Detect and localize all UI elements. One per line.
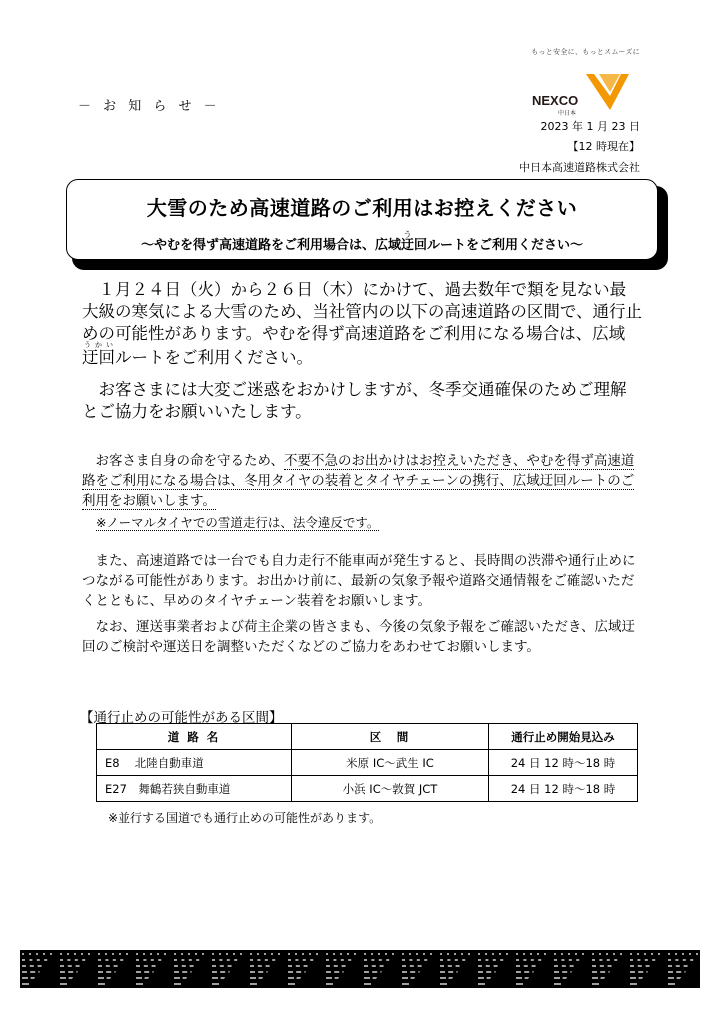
closures-table <box>96 723 638 802</box>
paragraph-congestion: また、高速道路では一台でも自力走行不能車両が発生すると、長時間の渋滞や通行止めにつながる可能性があります。お出かけ前に、最新の気象予報や道路交通情報をご確認いただくとともに、早めのタイヤチェーン装着をお願いします。 <box>82 553 636 609</box>
footer-pattern <box>20 950 700 988</box>
paragraph-main <box>82 279 642 369</box>
parallel-road-note: ※並行する国道でも通行止めの可能性があります。 <box>108 811 382 825</box>
paragraph-main-b: ルートをご利用ください。 <box>115 348 313 367</box>
as-of-time: 【12 時現在】 <box>567 140 640 153</box>
subtitle-before: ～やむを得ず高速道路をご利用場合は、広域 <box>140 238 401 253</box>
paragraph-carriers: なお、運送事業者および荷主企業の皆さまも、今後の気象予報をご確認いただき、広域迂回のご検討や運送日を調整いただくなどのご協力をあわせてお願いします。 <box>82 619 635 655</box>
subtitle-ruby <box>400 230 414 253</box>
company-name: 中日本高速道路株式会社 <box>519 161 640 174</box>
cell-start: 24 日 12 時～18 時 <box>489 750 638 776</box>
cell-section: 小浜 IC～敦賀 JCT <box>292 776 489 802</box>
subtitle-after: 回ルートをご利用ください～ <box>414 238 584 253</box>
table-header-row <box>97 724 638 750</box>
subtitle-ruby-text: う <box>400 230 414 239</box>
cell-route: E27 舞鶴若狭自動車道 <box>97 776 292 802</box>
normal-tire-note <box>96 513 379 531</box>
closures-heading: 【通行止めの可能性がある区間】 <box>80 710 283 726</box>
paragraph-main-a: １月２４日（火）から２６日（木）にかけて、過去数年で類を見ない最大級の寒気による大雪のため、当社管内の以下の高速道路の区間で、通行止めの可能性があります。やむを得ず高速道路をご利用になる場合は、広域 <box>82 280 643 343</box>
page-title: 大雪のため高速道路のご利用はお控えください <box>146 196 578 220</box>
issue-date: 2023 年 1 月 23 日 <box>540 120 640 133</box>
cell-route: E8 北陸自動車道 <box>97 750 292 776</box>
normal-tire-note-text: ※ノーマルタイヤでの雪道走行は、法令違反です。 <box>96 515 380 530</box>
paragraph-safety <box>82 451 642 511</box>
subtitle-ruby-base: 迂 <box>400 238 414 253</box>
logo-subtext: 中日本 <box>558 110 577 117</box>
page-subtitle <box>67 230 657 253</box>
paragraph-main-ruby-text: うかい <box>82 341 115 349</box>
col-header-route: 道 路 名 <box>97 724 292 750</box>
paragraph-main-ruby-base: 迂回 <box>82 348 115 367</box>
table-row <box>97 776 638 802</box>
tagline: もっと安全に、もっとスムーズに <box>531 48 640 56</box>
paragraph-safety-plain: お客さま自身の命を守るため、 <box>95 453 284 469</box>
cell-start: 24 日 12 時～18 時 <box>489 776 638 802</box>
title-box <box>66 179 658 260</box>
col-header-section: 区 間 <box>292 724 489 750</box>
cell-section: 米原 IC～武生 IC <box>292 750 489 776</box>
paragraph-apology: お客さまには大変ご迷惑をおかけしますが、冬季交通確保のためご理解とご協力をお願いいたします。 <box>82 380 627 421</box>
nexco-logo <box>528 72 633 120</box>
notice-label: － お 知 ら せ － <box>78 99 221 114</box>
table-row <box>97 750 638 776</box>
logo-wordmark: NEXCO <box>532 93 579 108</box>
paragraph-main-ruby <box>82 341 115 367</box>
col-header-start: 通行止め開始見込み <box>489 724 638 750</box>
paragraph-safety-emphasis: 不要不急のお出かけはお控えいただき、やむを得ず高速道路をご利用になる場合は、冬用タイヤの装着とタイヤチェーンの携行、広域迂回ルートのご利用をお願いします。 <box>82 453 635 509</box>
footer-pattern-svg <box>20 950 700 988</box>
